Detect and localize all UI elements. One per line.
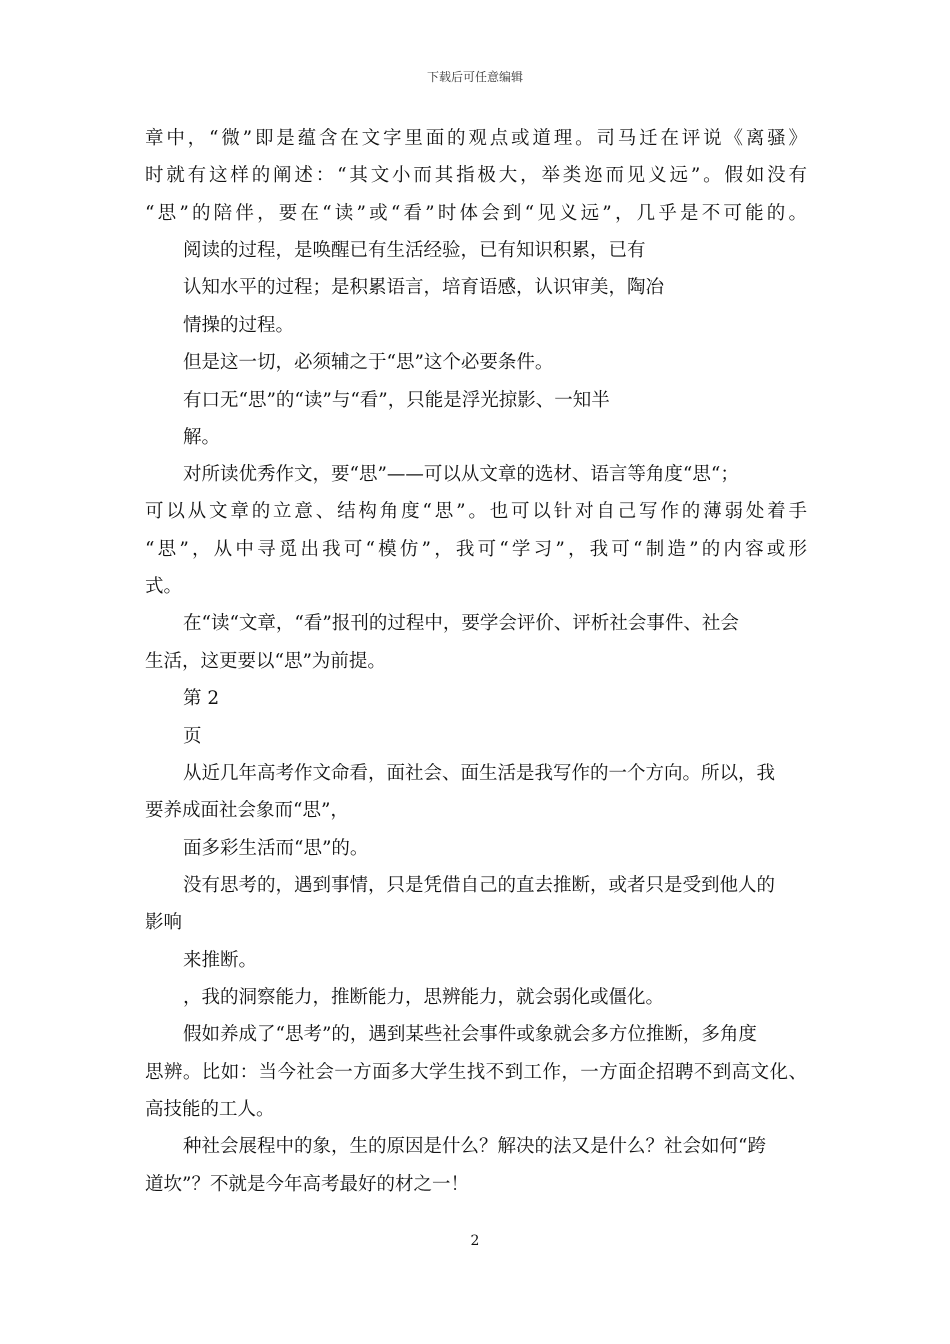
text-line: 情操的过程。: [183, 315, 295, 336]
text-line: 阅读的过程，是唤醒已有生活经验，已有知识积累，已有: [183, 240, 646, 261]
page-header: 下载后可任意编辑: [426, 70, 523, 84]
text-line: 章中，“微”即是蕴含在文字里面的观点或道理。司马迁在评说《离骚》: [145, 128, 807, 149]
text-line: 面多彩生活而“思”的。: [183, 838, 369, 859]
page-number: 2: [470, 1233, 480, 1249]
text-line: 思辨。比如：当今社会一方面多大学生找不到工作，一方面企招聘不到高文化、: [145, 1062, 807, 1083]
text-line: 没有思考的，遇到事情，只是凭借自己的直去推断，或者只是受到他人的: [183, 875, 776, 896]
text-line: 解。: [183, 427, 221, 448]
text-line: 对所读优秀作文，要“思”——可以从文章的选材、语言等角度“思“；: [183, 464, 739, 485]
text-line: 道坎”？不就是今年高考最好的材之一！: [145, 1174, 469, 1195]
text-line: 式。: [145, 576, 183, 597]
text-line: 页: [183, 726, 202, 747]
text-line: 从近几年高考作文命看，面社会、面生活是我写作的一个方向。所以，我: [183, 763, 776, 784]
text-line: 时就有这样的阐述：“其文小而其指极大，举类迩而见义远”。假如没有: [145, 165, 807, 186]
text-line: 在“读“文章，“看”报刊的过程中，要学会评价、评析社会事件、社会: [183, 613, 739, 634]
text-line: “思”的陪伴，要在“读”或“看”时体会到“见义远”，几乎是不可能的。: [145, 203, 807, 224]
text-line: 影响: [145, 912, 183, 933]
text-line: 第 2: [183, 688, 220, 709]
text-line: ，我的洞察能力，推断能力，思辨能力，就会弱化或僵化。: [183, 987, 665, 1008]
text-line: 要养成面社会象而“思”，: [145, 800, 349, 821]
text-line: 但是这一切，必须辅之于“思”这个必要条件。: [183, 352, 554, 373]
text-line: 有口无“思”的“读”与“看”，只能是浮光掠影、一知半: [183, 390, 610, 411]
text-line: 可以从文章的立意、结构角度“思”。也可以针对自己写作的薄弱处着手: [145, 501, 807, 522]
text-line: 认知水平的过程；是积累语言，培育语感，认识审美，陶冶: [183, 277, 665, 298]
text-line: 假如养成了“思考”的，遇到某些社会事件或象就会多方位推断，多角度: [183, 1024, 757, 1045]
text-line: 生活，这更要以“思”为前提。: [145, 651, 386, 672]
text-line: “思”，从中寻觅出我可“模仿”，我可“学习”，我可“制造”的内容或形: [145, 539, 807, 560]
text-line: 种社会展程中的象，生的原因是什么？解决的法又是什么？社会如何“跨: [183, 1136, 766, 1157]
text-line: 高技能的工人。: [145, 1099, 275, 1120]
text-line: 来推断。: [183, 950, 258, 971]
